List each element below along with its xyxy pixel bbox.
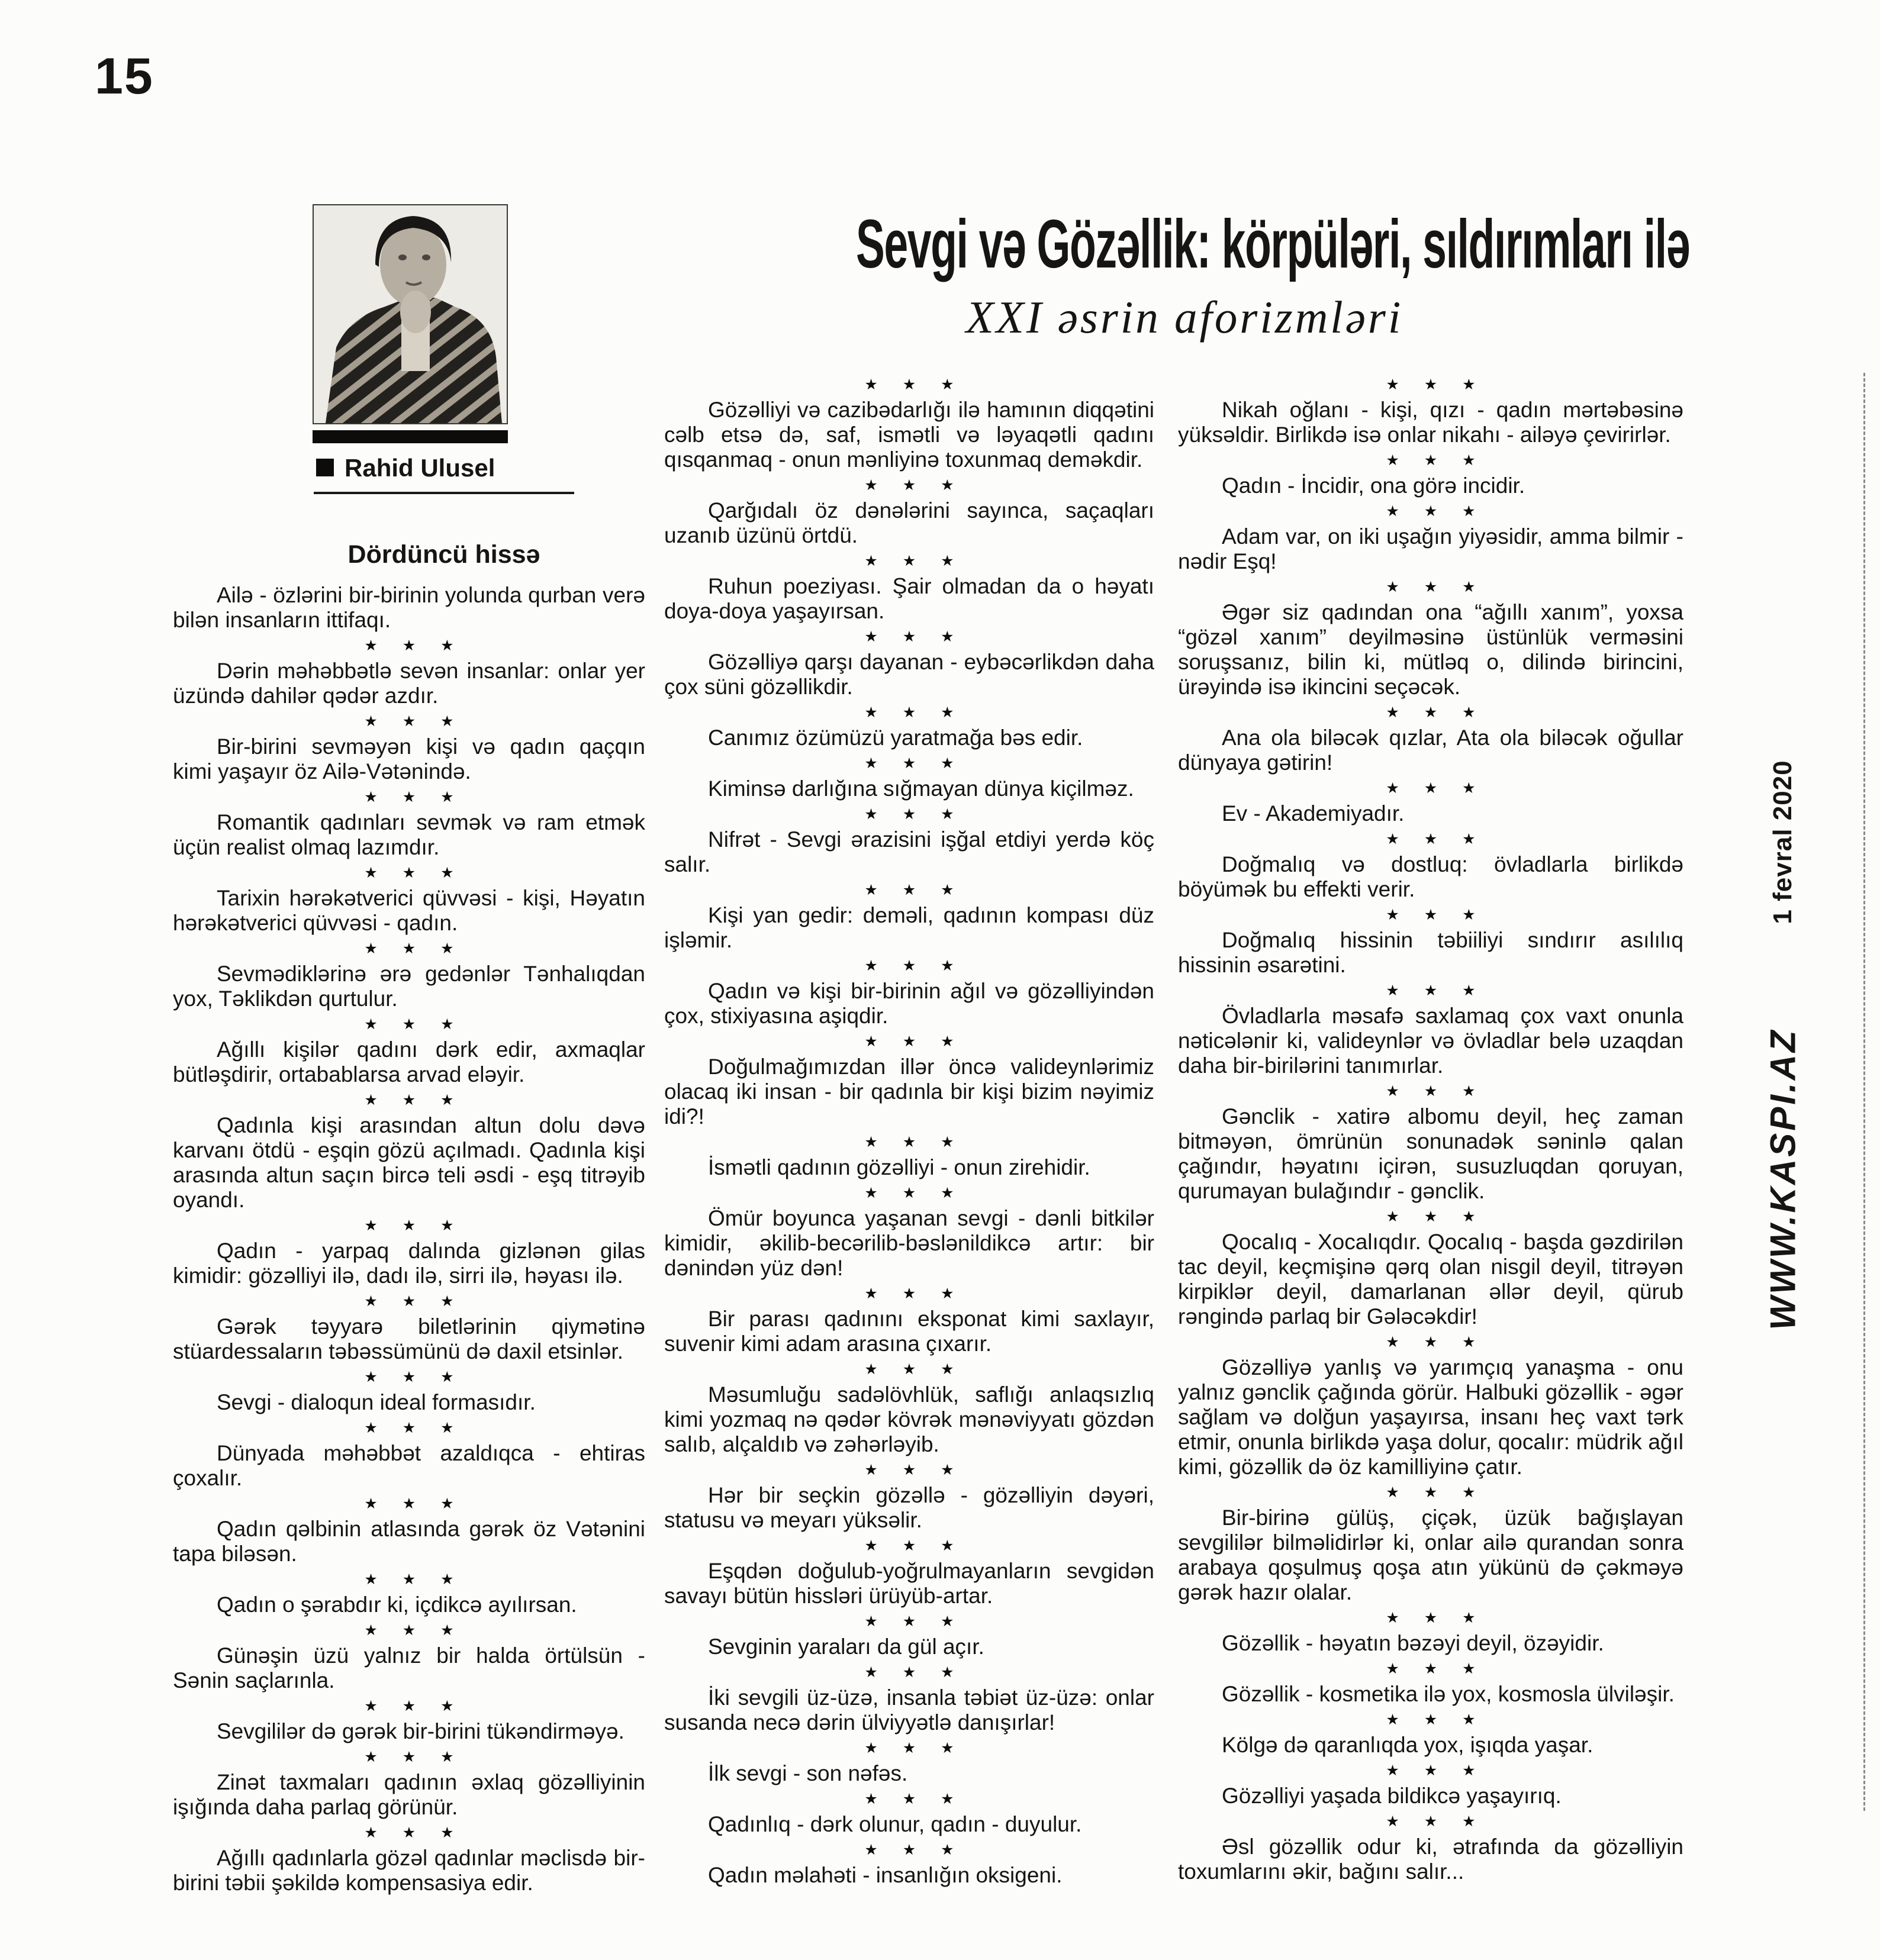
star-divider: ★ ★ ★ [1386, 1711, 1476, 1728]
aphorism: Qadın qəlbinin atlasında gərək öz Vətənini tapa biləsən. [173, 1517, 645, 1566]
star-divider: ★ ★ ★ [864, 1133, 954, 1150]
star-divider: ★ ★ ★ [364, 1091, 454, 1108]
aphorism: Sevginin yaraları da gül açır. [708, 1635, 984, 1659]
aphorism: Qadın - yarpaq dalında gizlənən gilas kimidir: gözəlliyi ilə, dadı ilə, sirri ilə, həyası ilə. [173, 1239, 645, 1288]
star-divider: ★ ★ ★ [364, 788, 454, 805]
aphorism: İlk sevgi - son nəfəs. [708, 1761, 908, 1785]
star-divider: ★ ★ ★ [1386, 1208, 1476, 1225]
aphorism: Gözəllik - həyatın bəzəyi deyil, özəyidir. [1222, 1631, 1604, 1655]
aphorism: Qadın o şərabdır ki, içdikcə ayılırsan. [217, 1592, 577, 1617]
article-title: Sevgi və Gözəllik: körpüləri, sıldırımları ilə [855, 205, 1690, 282]
page-edge-rule [1863, 373, 1865, 1811]
aphorism: Nifrət - Sevgi ərazisini işğal etdiyi yerdə köç salır. [664, 827, 1154, 876]
aphorism: Gözəlliyə qarşı dayanan - eybəcərlikdən daha çox süni gözəllikdir. [664, 650, 1154, 699]
star-divider: ★ ★ ★ [364, 1495, 454, 1512]
aphorism: Əgər siz qadından ona “ağıllı xanım”, yoxsa “gözəl xanım” deyilməsinə üstünlük verməsini soruşsanız, bilin ki, mütləq o, dilində birincini, ürəyində isə ikincini seçəcək. [1178, 600, 1683, 699]
issue-date: 1 fevral 2020 [1768, 760, 1797, 924]
star-divider: ★ ★ ★ [1386, 1762, 1476, 1779]
aphorism: Dərin məhəbbətlə sevən insanlar: onlar yer üzündə dahilər qədər azdır. [173, 659, 645, 708]
caption-rule [314, 492, 574, 494]
star-divider: ★ ★ ★ [864, 628, 954, 645]
aphorism: Zinət taxmaları qadının əxlaq gözəlliyinin işığında daha parlaq görünür. [173, 1770, 645, 1819]
aphorism: Tarixin hərəkətverici qüvvəsi - kişi, Həyatın hərəkətverici qüvvəsi - qadın. [173, 886, 645, 935]
aphorism: Sevmədiklərinə ərə gedənlər Tənhalıqdan yox, Təklikdən qurtulur. [173, 962, 645, 1011]
aphorism: Nikah oğlanı - kişi, qızı - qadın mərtəbəsinə yüksəldir. Birlikdə isə onlar nikahı - ailəyə çevirirlər. [1178, 398, 1683, 447]
star-divider: ★ ★ ★ [1386, 982, 1476, 999]
star-divider: ★ ★ ★ [864, 376, 954, 393]
photo-caption [316, 454, 645, 482]
star-divider: ★ ★ ★ [364, 1571, 454, 1588]
aphorism: Qarğıdalı öz dənələrini sayınca, saçaqları uzanıb üzünü örtdü. [664, 498, 1154, 547]
aphorism: Qadınlıq - dərk olunur, qadın - duyulur. [708, 1812, 1082, 1836]
star-divider: ★ ★ ★ [364, 1419, 454, 1436]
star-divider: ★ ★ ★ [364, 1697, 454, 1714]
star-divider: ★ ★ ★ [1386, 1082, 1476, 1100]
aphorism: Bir parası qadınını eksponat kimi saxlayır, suvenir kimi adam arasına çıxarır. [664, 1307, 1154, 1356]
star-divider: ★ ★ ★ [864, 1285, 954, 1302]
star-divider: ★ ★ ★ [1386, 578, 1476, 595]
aphorism: Qadın və kişi bir-birinin ağıl və gözəlliyindən çox, stixiyasına aşiqdir. [664, 979, 1154, 1028]
star-divider: ★ ★ ★ [864, 1841, 954, 1858]
section-heading: Dördüncü hissə [347, 540, 540, 569]
star-divider: ★ ★ ★ [1386, 1660, 1476, 1677]
aphorism: Canımız özümüzü yaratmağa bəs edir. [708, 726, 1083, 750]
aphorism: Doğmalıq hissinin təbiiliyi sındırır asılılıq hissinin əsarətini. [1178, 928, 1683, 977]
aphorism: Qadın - İncidir, ona görə incidir. [1222, 473, 1525, 498]
star-divider: ★ ★ ★ [1386, 376, 1476, 393]
aphorism: Qadın məlahəti - insanlığın oksigeni. [708, 1863, 1063, 1887]
star-divider: ★ ★ ★ [1386, 1484, 1476, 1501]
aphorism: Gözəlliyi yaşada bildikcə yaşayırıq. [1222, 1784, 1562, 1808]
article-subtitle: XXI əsrin aforizmləri [965, 291, 1403, 343]
star-divider: ★ ★ ★ [864, 476, 954, 494]
aphorism: Romantik qadınları sevmək və ram etmək üçün realist olmaq lazımdır. [173, 810, 645, 859]
aphorism: Doğulmağımızdan illər öncə valideynlərimiz olacaq iki insan - bir qadınla bir kişi bizim nəyimiz idi?! [664, 1055, 1154, 1129]
star-divider: ★ ★ ★ [364, 1292, 454, 1310]
aphorism: Hər bir seçkin gözəllə - gözəlliyin dəyəri, statusu və meyarı yüksəlir. [664, 1483, 1154, 1532]
star-divider: ★ ★ ★ [364, 1748, 454, 1765]
star-divider: ★ ★ ★ [864, 1461, 954, 1478]
aphorism: Gənclik - xatirə albomu deyil, heç zaman bitməyən, ömrünün sonunadək səninlə qalan çağındır, həyatını içirən, susuzluqdan qoruyan, qurumayan bulağındır - gənclik. [1178, 1104, 1683, 1203]
photo-underline-bar [313, 430, 508, 443]
author-portrait-photo [313, 204, 508, 424]
aphorism: Ömür boyunca yaşanan sevgi - dənli bitkilər kimidir, əkilib-becərilib-bəslənildikcə artır: bir dənindən yüz dən! [664, 1206, 1154, 1280]
aphorism: Ailə - özlərini bir-birinin yolunda qurban verə bilən insanların ittifaqı. [173, 583, 645, 632]
star-divider: ★ ★ ★ [864, 805, 954, 823]
star-divider: ★ ★ ★ [864, 1184, 954, 1201]
aphorism: Kişi yan gedir: deməli, qadının kompası düz işləmir. [664, 903, 1154, 952]
aphorism: İsmətli qadının gözəlliyi - onun zirehidir. [708, 1155, 1090, 1179]
star-divider: ★ ★ ★ [864, 957, 954, 974]
star-divider: ★ ★ ★ [364, 940, 454, 957]
star-divider: ★ ★ ★ [364, 1824, 454, 1841]
star-divider: ★ ★ ★ [864, 1613, 954, 1630]
star-divider: ★ ★ ★ [864, 1537, 954, 1554]
star-divider: ★ ★ ★ [864, 755, 954, 772]
aphorism: Kiminsə darlığına sığmayan dünya kiçilməz. [708, 776, 1134, 801]
aphorism: Gərək təyyarə biletlərinin qiymətinə stüardessaların təbəssümünü də daxil etsinlər. [173, 1314, 645, 1363]
aphorism: Ev - Akademiyadır. [1222, 801, 1405, 826]
aphorism: Doğmalıq və dostluq: övladlarla birlikdə böyümək bu effekti verir. [1178, 852, 1683, 901]
aphorism: Ruhun poeziyası. Şair olmadan da o həyatı doya-doya yaşayırsan. [664, 574, 1154, 623]
masthead [663, 205, 1706, 344]
star-divider: ★ ★ ★ [364, 1368, 454, 1385]
aphorism: Ana ola biləcək qızlar, Ata ola biləcək oğullar dünyaya gətirin! [1178, 726, 1683, 775]
star-divider: ★ ★ ★ [1386, 502, 1476, 520]
star-divider: ★ ★ ★ [864, 1739, 954, 1756]
author-block [172, 204, 645, 569]
aphorism: Qocalıq - Xocalıqdır. Qocalıq - başda gəzdirilən tac deyil, keçmişinə qərq olan nisgil deyil, titrəyən kirpiklər deyil, damarlanan əllər deyil, qürub rəngində parlaq bir Gələcəkdir! [1178, 1230, 1683, 1329]
star-divider: ★ ★ ★ [1386, 779, 1476, 797]
column-left [173, 583, 645, 1895]
column-middle [664, 372, 1154, 1888]
aphorism: Gözəllik - kosmetika ilə yox, kosmosla ülviləşir. [1222, 1682, 1675, 1706]
website-url: WWW.KASPI.AZ [1763, 1028, 1803, 1330]
star-divider: ★ ★ ★ [864, 1790, 954, 1807]
aphorism: Əsl gözəllik odur ki, ətrafında da gözəlliyin toxumlarını əkir, bağını salır... [1178, 1835, 1683, 1884]
star-divider: ★ ★ ★ [1386, 1333, 1476, 1350]
star-divider: ★ ★ ★ [1386, 906, 1476, 923]
star-divider: ★ ★ ★ [864, 1664, 954, 1681]
aphorism: Ağıllı kişilər qadını dərk edir, axmaqlar bütləşdirir, ortabablarsa arvad eləyir. [173, 1037, 645, 1087]
aphorism: Günəşin üzü yalnız bir halda örtülsün - Sənin saçlarınla. [173, 1643, 645, 1693]
star-divider: ★ ★ ★ [1386, 704, 1476, 721]
aphorism: Adam var, on iki uşağın yiyəsidir, amma bilmir - nədir Eşq! [1178, 524, 1683, 573]
aphorism: İki sevgili üz-üzə, insanla təbiət üz-üzə: onlar susanda necə dərin ülviyyətlə danışırlar! [664, 1685, 1154, 1735]
star-divider: ★ ★ ★ [864, 1033, 954, 1050]
star-divider: ★ ★ ★ [364, 713, 454, 730]
star-divider: ★ ★ ★ [864, 552, 954, 569]
star-divider: ★ ★ ★ [1386, 1813, 1476, 1830]
star-divider: ★ ★ ★ [864, 704, 954, 721]
star-divider: ★ ★ ★ [1386, 452, 1476, 469]
star-divider: ★ ★ ★ [864, 881, 954, 898]
aphorism: Gözəlliyə yanlış və yarımçıq yanaşma - onu yalnız gənclik çağında görür. Halbuki gözəllik - əgər sağlam və dolğun yaşayırsa, insanı heç vaxt tərk etmir, onunla birlikdə yaşa dolur, qocalır: müdrik ağıl kimi, gözəllik də öz kamilliyinə çatır. [1178, 1355, 1683, 1479]
aphorism: Bir-birinə gülüş, çiçək, üzük bağışlayan sevgililər bilməlidirlər ki, onlar ailə qurandan sonra arabaya qoşulmuş qoşa atın yükünü də çəkməyə gərək hazır olalar. [1178, 1506, 1683, 1604]
star-divider: ★ ★ ★ [1386, 830, 1476, 847]
aphorism: Kölgə də qaranlıqda yox, işıqda yaşar. [1222, 1733, 1594, 1757]
star-divider: ★ ★ ★ [364, 864, 454, 881]
page-number: 15 [95, 48, 154, 105]
portrait-illustration [314, 205, 507, 423]
aphorism: Övladlarla məsafə saxlamaq çox vaxt onunla nəticələnir ki, valideynlər və övladlar belə uzaqdan daha bir-birilərini tanımırlar. [1178, 1004, 1683, 1078]
caption-square-icon [316, 459, 334, 476]
star-divider: ★ ★ ★ [364, 1217, 454, 1234]
aphorism: Sevgililər də gərək bir-birini tükəndirməyə. [217, 1719, 624, 1743]
aphorism: Sevgi - dialoqun ideal formasıdır. [217, 1390, 536, 1414]
aphorism: Dünyada məhəbbət azaldıqca - ehtiras çoxalır. [173, 1441, 645, 1490]
aphorism: Bir-birini sevməyən kişi və qadın qaçqın kimi yaşayır öz Ailə-Vətənində. [173, 734, 645, 784]
column-right [1178, 372, 1683, 1884]
star-divider: ★ ★ ★ [864, 1361, 954, 1378]
aphorism: Məsumluğu sadəlövhlük, saflığı anlaqsızlıq kimi yozmaq nə qədər kövrək mənəviyyatı gözdən salıb, alçaldıb və zəhərləyib. [664, 1382, 1154, 1456]
star-divider: ★ ★ ★ [1386, 1609, 1476, 1626]
author-name: Rahid Ulusel [345, 454, 495, 482]
aphorism: Eşqdən doğulub-yoğrulmayanların sevgidən savayı bütün hissləri ürüyüb-artar. [664, 1559, 1154, 1608]
aphorism: Gözəlliyi və cazibədarlığı ilə hamının diqqətini cəlb etsə də, saf, ismətli və ləyaqətli qadını qısqanmaq - onun mənliyinə toxunmaq deməkdir. [664, 398, 1154, 472]
star-divider: ★ ★ ★ [364, 1016, 454, 1033]
star-divider: ★ ★ ★ [364, 637, 454, 654]
aphorism: Ağıllı qadınlarla gözəl qadınlar məclisdə bir-birini təbii şəkildə kompensasiya edir. [173, 1846, 645, 1895]
star-divider: ★ ★ ★ [364, 1621, 454, 1639]
aphorism: Qadınla kişi arasından altun dolu dəvə karvanı ötdü - eşqin gözü açılmadı. Qadınla kişi arasında altun saçın bircə teli əsdi - eşq titrəyib oyandı. [173, 1113, 645, 1212]
